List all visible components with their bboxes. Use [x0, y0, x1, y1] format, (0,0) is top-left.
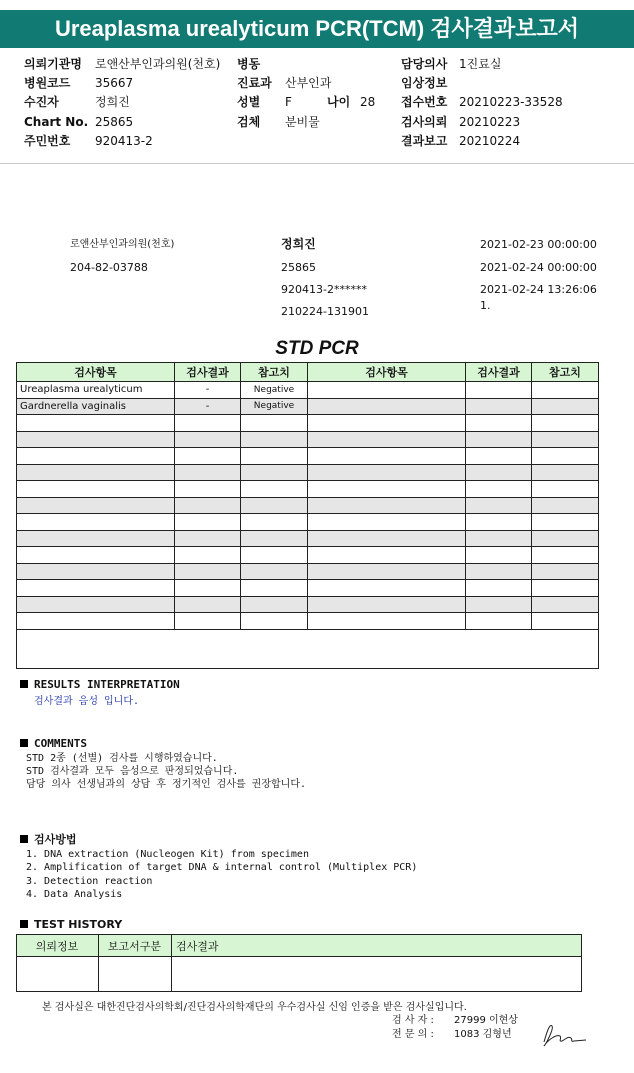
header-requesting-institution: 의뢰기관명 로앤산부인과의원(천호) [24, 57, 221, 71]
info-sample-no: 210224-131901 [281, 305, 369, 318]
info-resident-no: 920413-2****** [281, 283, 367, 296]
table-row [17, 382, 599, 399]
table-row [17, 448, 599, 465]
tester-label: 검 사 자 : [392, 1015, 434, 1026]
comment-line: STD 2종 (선별) 검사를 시행하였습니다. [26, 753, 218, 764]
info-hospital-no: 204-82-03788 [70, 261, 148, 274]
square-bullet-icon [20, 920, 28, 928]
tester-value: 27999 이현상 [454, 1015, 518, 1026]
square-bullet-icon [20, 680, 28, 688]
results-interpretation-text: 검사결과 음성 입니다. [34, 696, 140, 707]
table-row [17, 563, 599, 580]
col-request-info: 의뢰정보 [17, 935, 99, 957]
header-specimen: 검체 분비물 [237, 115, 320, 129]
header-patient: 수진자 정희진 [24, 95, 130, 109]
col-reference-2: 참고치 [532, 363, 599, 382]
info-hospital: 로앤산부인과의원(천호) [70, 239, 175, 250]
results-table [16, 362, 599, 669]
report-title: Ureaplasma urealyticum PCR(TCM) 검사결과보고서 [0, 10, 634, 48]
header-ward: 병동 [237, 57, 261, 71]
header-doctor: 담당의사 1진료실 [401, 57, 502, 71]
header-age: 나이 28 [327, 95, 376, 109]
info-date-1: 2021-02-23 00:00:00 [480, 238, 597, 251]
row-reference: Negative [241, 398, 308, 415]
info-patient-name: 정희진 [281, 237, 316, 251]
signature-icon [538, 1020, 590, 1050]
results-interpretation-heading: RESULTS INTERPRETATION [20, 678, 180, 691]
table-row [17, 464, 599, 481]
header-request-date: 검사의뢰 20210223 [401, 115, 521, 129]
col-test-result: 검사결과 [175, 363, 241, 382]
table-row [17, 613, 599, 630]
method-line: 4. Data Analysis [26, 889, 123, 900]
method-heading: 검사방법 [20, 831, 77, 847]
results-table-header [17, 363, 599, 382]
square-bullet-icon [20, 739, 28, 747]
std-pcr-title: STD PCR [275, 338, 359, 359]
info-date-3-suffix: 1. [480, 299, 491, 312]
header-clinical-info: 임상정보 [401, 76, 448, 90]
row-result: - [175, 382, 241, 399]
col-test-result-2: 검사결과 [466, 363, 532, 382]
col-test-item: 검사항목 [17, 363, 175, 382]
table-row [17, 514, 599, 531]
row-reference: Negative [241, 382, 308, 399]
comments-heading: COMMENTS [20, 737, 87, 750]
method-line: 3. Detection reaction [26, 876, 153, 887]
table-row [17, 957, 582, 992]
table-row [17, 497, 599, 514]
test-history-table [16, 934, 582, 992]
header-resident-no: 주민번호 920413-2 [24, 134, 153, 148]
header-department: 진료과 산부인과 [237, 76, 332, 90]
table-row [17, 530, 599, 547]
table-row [17, 596, 599, 613]
square-bullet-icon [20, 835, 28, 843]
table-row [17, 547, 599, 564]
doctor-value: 1083 김형년 [454, 1029, 512, 1040]
method-line: 1. DNA extraction (Nucleogen Kit) from specimen [26, 849, 309, 860]
header-receipt-no: 접수번호 20210223-33528 [401, 95, 563, 109]
table-footer-row [17, 629, 599, 668]
info-chart-no: 25865 [281, 261, 316, 274]
col-test-item-2: 검사항목 [308, 363, 466, 382]
doctor-label: 전 문 의 : [392, 1029, 434, 1040]
test-history-heading: TEST HISTORY [20, 918, 122, 931]
col-report-type: 보고서구분 [99, 935, 172, 957]
certification-text: 본 검사실은 대한진단검사의학회/진단검사의학재단의 우수검사실 신임 인증을 받은 검사실입니다. [42, 1002, 467, 1013]
row-result: - [175, 398, 241, 415]
header-sex: 성별 F [237, 95, 292, 109]
info-date-3: 2021-02-24 13:26:06 [480, 283, 597, 296]
comment-line: STD 검사결과 모두 음성으로 판정되었습니다. [26, 766, 239, 777]
table-row [17, 398, 599, 415]
col-reference: 참고치 [241, 363, 308, 382]
header-report-date: 결과보고 20210224 [401, 134, 521, 148]
header-chart-no: Chart No. 25865 [24, 115, 134, 129]
row-item: Ureaplasma urealyticum [17, 382, 175, 399]
table-row [17, 415, 599, 432]
table-row [17, 431, 599, 448]
table-row [17, 580, 599, 597]
method-line: 2. Amplification of target DNA & internal control (Multiplex PCR) [26, 862, 418, 873]
row-item: Gardnerella vaginalis [17, 398, 175, 415]
comment-line: 담당 의사 선생님과의 상담 후 정기적인 검사를 권장합니다. [26, 779, 307, 790]
col-history-result: 검사결과 [172, 935, 582, 957]
table-row [17, 481, 599, 498]
header-divider [0, 163, 634, 164]
header-hospital-code: 병원코드 35667 [24, 76, 134, 90]
info-date-2: 2021-02-24 00:00:00 [480, 261, 597, 274]
